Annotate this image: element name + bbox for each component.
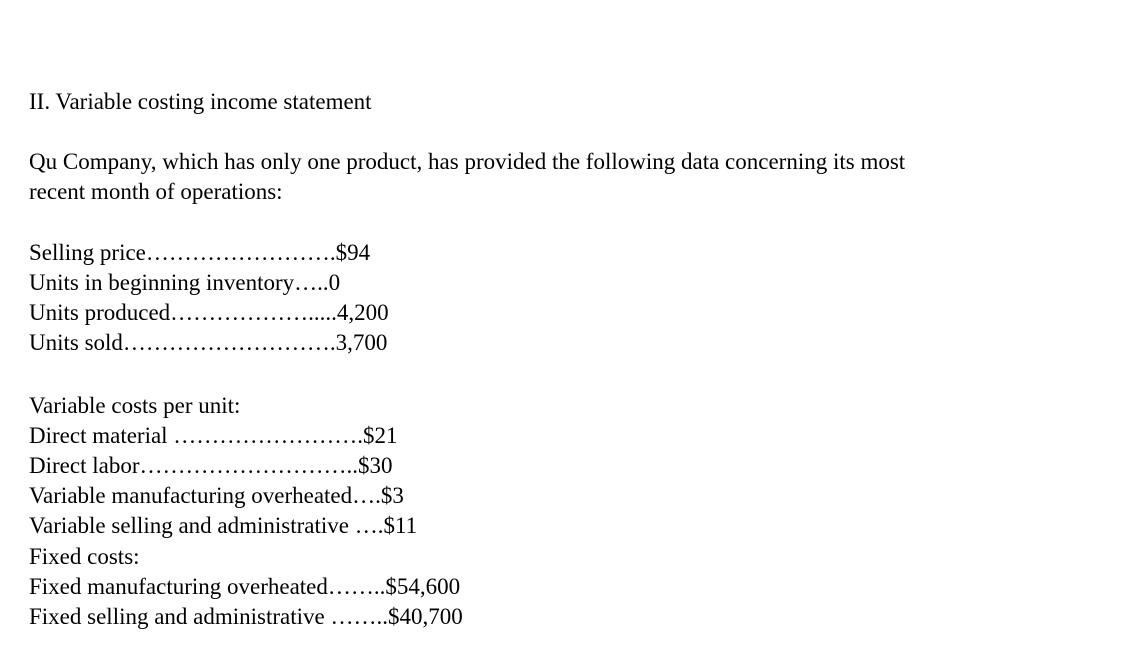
variable-selling-admin-row: Variable selling and administrative ….$11 xyxy=(29,513,418,538)
fixed-selling-admin-row: Fixed selling and administrative ……..$40,700 xyxy=(29,604,463,629)
fixed-costs-heading: Fixed costs: xyxy=(29,544,140,569)
direct-material-row: Direct material …………………….$21 xyxy=(29,423,398,448)
variable-manufacturing-overhead-row: Variable manufacturing overheated….$3 xyxy=(29,483,404,508)
variable-costs-heading: Variable costs per unit: xyxy=(29,393,241,418)
units-sold-row: Units sold……………………….3,700 xyxy=(29,330,388,355)
intro-line-2: recent month of operations: xyxy=(29,179,283,204)
selling-price-row: Selling price…………………….$94 xyxy=(29,240,371,265)
intro-line-1: Qu Company, which has only one product, has provided the following data concerning its most xyxy=(29,149,906,174)
fixed-manufacturing-overhead-row: Fixed manufacturing overheated……..$54,600 xyxy=(29,574,461,599)
section-heading: II. Variable costing income statement xyxy=(29,89,372,114)
direct-labor-row: Direct labor………………………..$30 xyxy=(29,453,393,478)
units-produced-row: Units produced……………….....4,200 xyxy=(29,300,389,325)
beginning-inventory-row: Units in beginning inventory…..0 xyxy=(29,270,341,295)
